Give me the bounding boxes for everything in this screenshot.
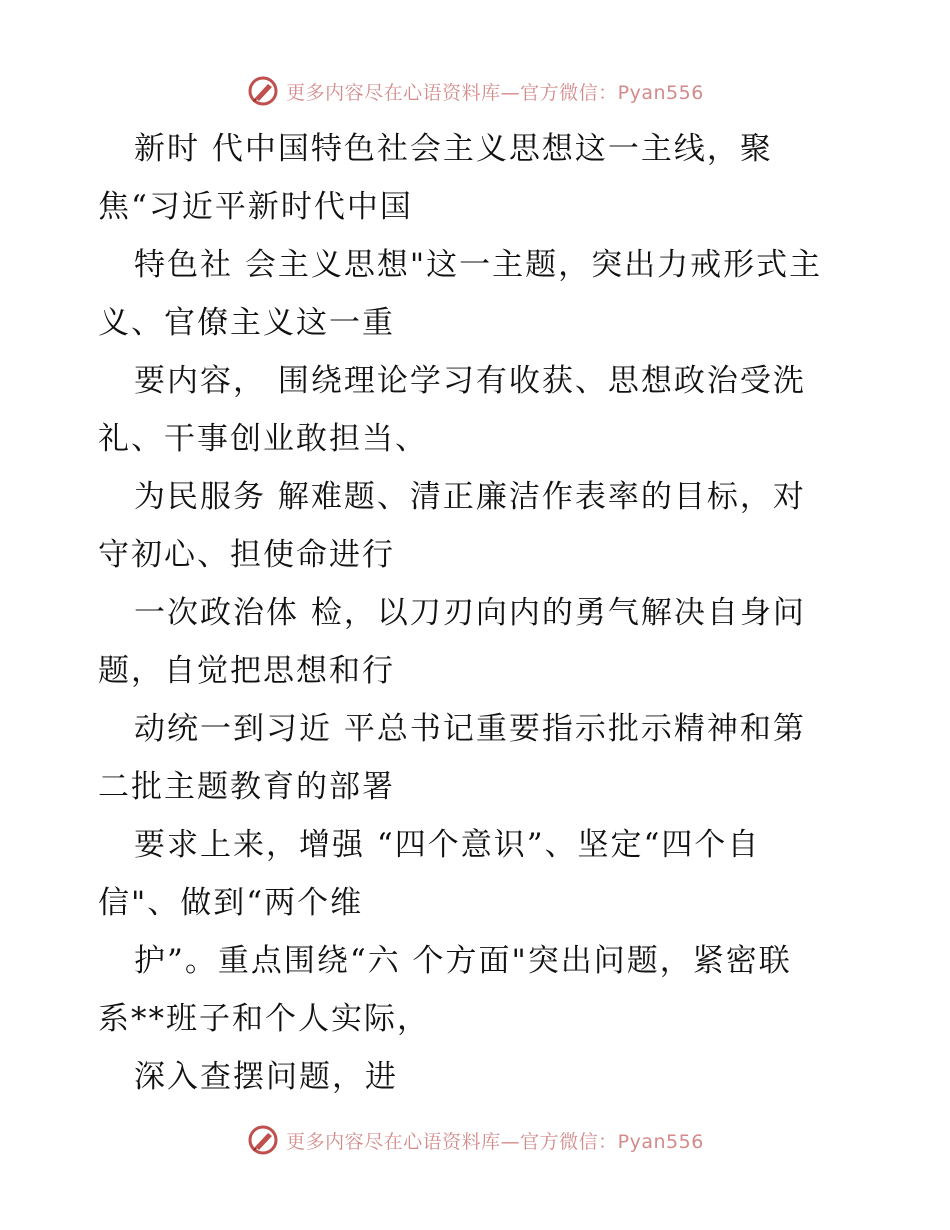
text-line: 特色社 会主义思想"这一主题，突出力戒形式主 — [134, 247, 823, 283]
text-line: 新时 代中国特色社会主义思想这一主线，聚 — [134, 131, 773, 167]
text-line: 深入查摆问题，进 — [134, 1059, 398, 1095]
text-line: 礼、干事创业敢担当、 — [98, 421, 428, 457]
text-line: 义、官僚主义这一重 — [98, 305, 395, 341]
text-line: 为民服务 解难题、清正廉洁作表率的目标，对 — [134, 479, 806, 515]
header-watermark — [0, 71, 950, 111]
pen-seal-icon — [246, 74, 280, 108]
document-body — [98, 120, 868, 1106]
text-line: 信"、做到“两个维 — [98, 885, 364, 921]
pen-seal-icon — [246, 1123, 280, 1157]
text-line: 一次政治体 检，以刀刃向内的勇气解决自身问 — [134, 595, 806, 631]
text-line: 系**班子和个人实际， — [98, 1001, 430, 1037]
text-line: 二批主题教育的部署 — [98, 769, 395, 805]
text-line: 焦“习近平新时代中国 — [98, 189, 413, 225]
text-line: 题，自觉把思想和行 — [98, 653, 395, 689]
text-line: 要求上来，增强 “四个意识”、坚定“四个自 — [134, 827, 761, 863]
watermark-text: 更多内容尽在心语资料库—官方微信：Pyan556 — [286, 81, 704, 104]
text-line: 守初心、担使命进行 — [98, 537, 395, 573]
footer-watermark — [0, 1120, 950, 1160]
watermark-text: 更多内容尽在心语资料库—官方微信：Pyan556 — [286, 1130, 704, 1153]
text-line: 护”。重点围绕“六 个方面"突出问题，紧密联 — [134, 943, 792, 979]
text-line: 要内容， 围绕理论学习有收获、思想政治受洗 — [134, 363, 806, 399]
text-line: 动统一到习近 平总书记重要指示批示精神和第 — [134, 711, 806, 747]
